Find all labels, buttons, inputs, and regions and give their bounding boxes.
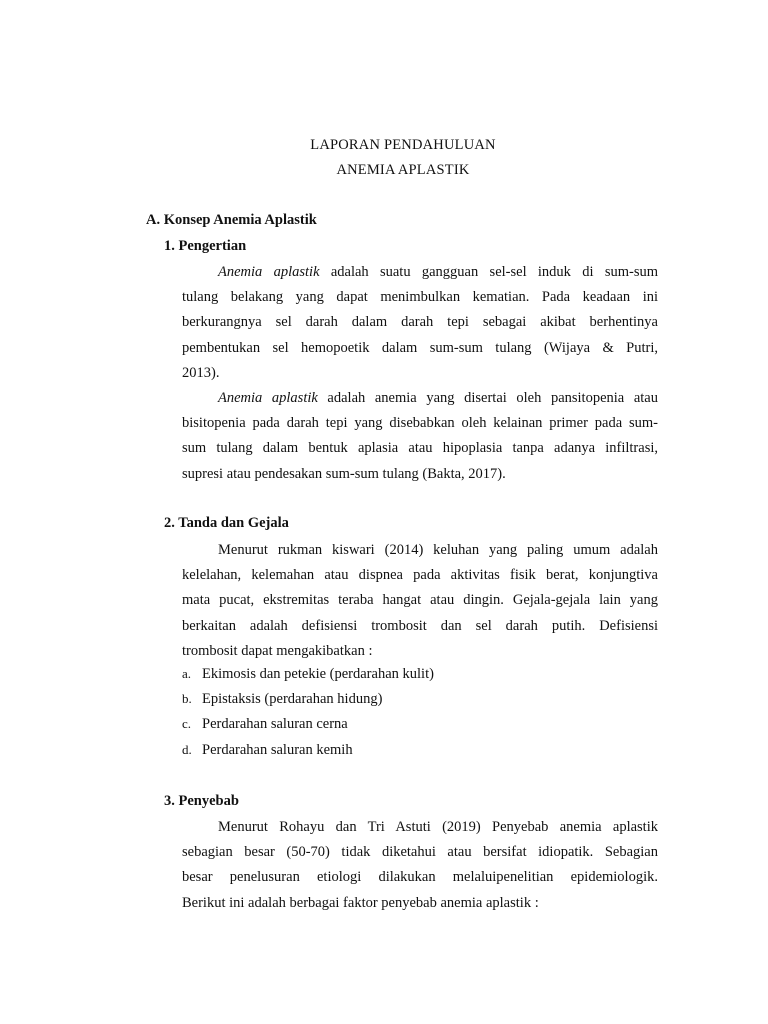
list-item-text: Ekimosis dan petekie (perdarahan kulit)	[202, 666, 434, 682]
list-marker: a.	[182, 666, 192, 681]
list-item	[182, 666, 434, 683]
list-item	[182, 716, 348, 733]
paragraph-line: sebagian besar (50-70) tidak diketahui atau bersifat idiopatik. Sebagian	[182, 844, 658, 861]
paragraph-line: pembentukan sel hemopoetik dalam sum-sum tulang (Wijaya & Putri,	[182, 339, 658, 356]
paragraph-line: 2013).	[182, 364, 220, 381]
text-run: adalah suatu gangguan sel-sel induk di sum-sum	[319, 264, 658, 280]
list-marker: d.	[182, 742, 192, 757]
list-item-text: Epistaksis (perdarahan hidung)	[202, 691, 383, 707]
list-item-text: Perdarahan saluran kemih	[202, 742, 353, 758]
paragraph-line: besar penelusuran etiologi dilakukan melaluipenelitian epidemiologik.	[182, 869, 658, 886]
paragraph-line: Menurut Rohayu dan Tri Astuti (2019) Penyebab anemia aplastik	[218, 819, 658, 835]
paragraph-pengertian-1	[182, 260, 658, 386]
paragraph-penyebab	[182, 815, 658, 916]
paragraph-line: kelelahan, kelemahan atau dispnea pada aktivitas fisik berat, konjungtiva	[182, 567, 658, 584]
document-subtitle: ANEMIA APLASTIK	[336, 162, 470, 178]
text-run: adalah anemia yang disertai oleh pansitopenia atau	[317, 390, 658, 406]
paragraph-tanda	[182, 538, 658, 664]
italic-term: Anemia aplastik	[218, 264, 320, 280]
section-heading-konsep: A. Konsep Anemia Aplastik	[146, 212, 317, 228]
list-marker: b.	[182, 691, 192, 706]
paragraph-line: trombosit dapat mengakibatkan :	[182, 642, 373, 659]
list-item	[182, 742, 353, 759]
paragraph-line	[182, 386, 658, 411]
paragraph-line: berkaitan adalah defisiensi trombosit dan sel darah putih. Defisiensi	[182, 617, 658, 634]
list-item	[182, 691, 382, 708]
subsection-heading-penyebab: 3. Penyebab	[164, 793, 239, 809]
list-marker: c.	[182, 716, 192, 731]
subsection-heading-tanda: 2. Tanda dan Gejala	[164, 515, 289, 531]
paragraph-line: Menurut rukman kiswari (2014) keluhan yang paling umum adalah	[218, 542, 658, 558]
paragraph-line	[182, 260, 658, 285]
document-title: LAPORAN PENDAHULUAN	[310, 137, 496, 153]
subsection-heading-pengertian: 1. Pengertian	[164, 238, 247, 254]
paragraph-line: sum tulang dalam bentuk aplasia atau hipoplasia tanpa adanya infiltrasi,	[182, 440, 658, 457]
paragraph-line: bisitopenia pada darah tepi yang disebabkan oleh kelainan primer pada sum-	[182, 415, 658, 432]
paragraph-line: tulang belakang yang dapat menimbulkan kematian. Pada keadaan ini	[182, 289, 658, 306]
paragraph-line: Berikut ini adalah berbagai faktor penyebab anemia aplastik :	[182, 894, 539, 911]
paragraph-line: mata pucat, ekstremitas teraba hangat atau dingin. Gejala-gejala lain yang	[182, 592, 658, 609]
paragraph-line: berkurangnya sel darah dalam darah tepi sebagai akibat berhentinya	[182, 314, 658, 331]
italic-term: Anemia aplastik	[218, 390, 318, 406]
paragraph-pengertian-2	[182, 386, 658, 487]
list-item-text: Perdarahan saluran cerna	[202, 716, 348, 732]
paragraph-line: supresi atau pendesakan sum-sum tulang (Bakta, 2017).	[182, 465, 506, 482]
